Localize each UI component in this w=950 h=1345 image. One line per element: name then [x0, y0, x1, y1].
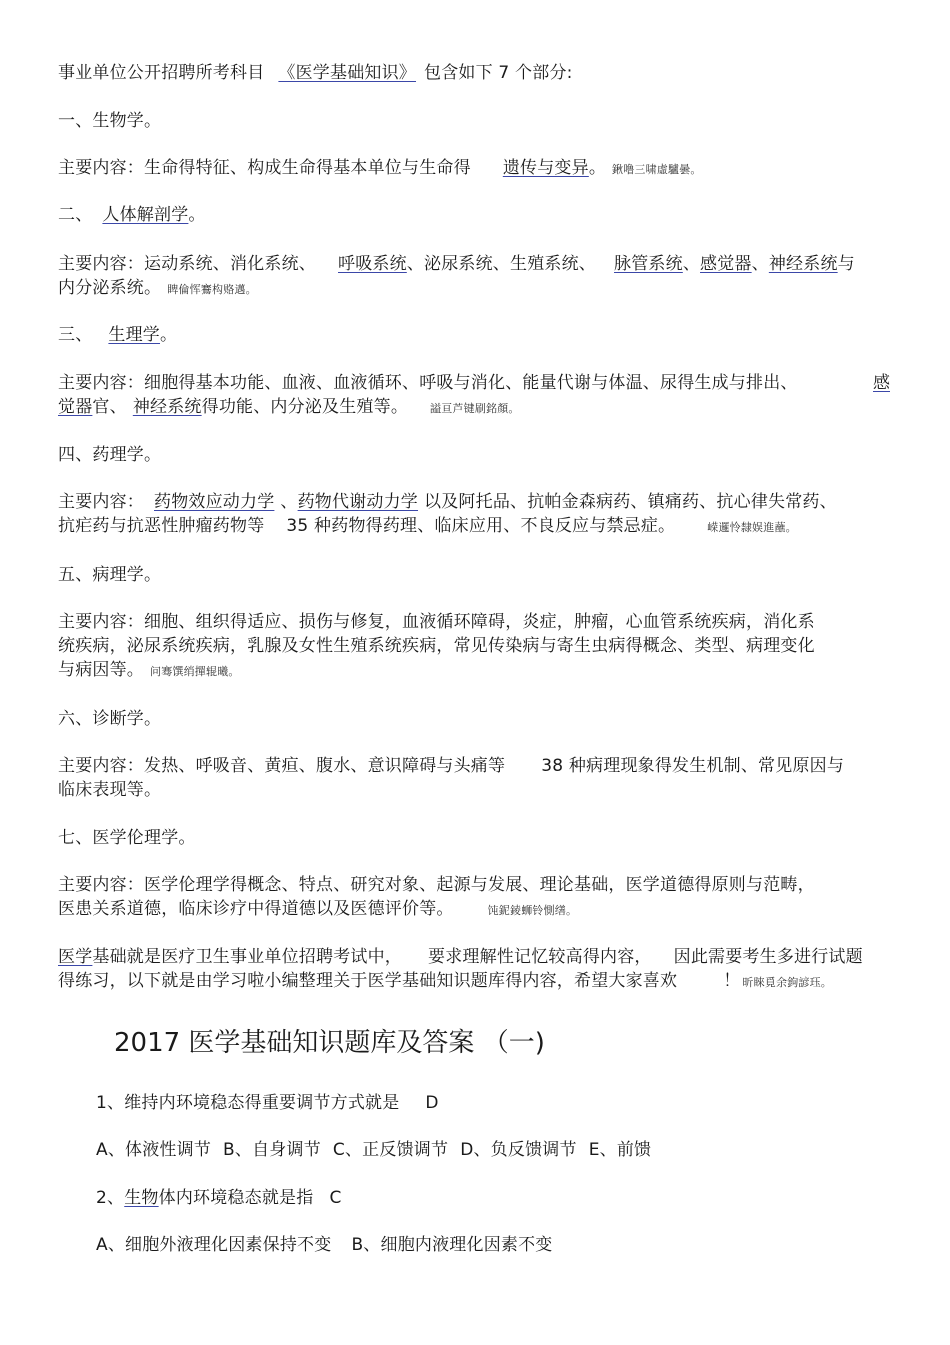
question-2	[96, 1187, 342, 1209]
section-1-text: 主要内容：生命得特征、构成生命得基本单位与生命得	[58, 158, 471, 178]
section-7-heading: 七、医学伦理学。	[58, 828, 196, 848]
sense-link-part2[interactable]: 觉器	[58, 397, 93, 417]
section-2-content-line1	[58, 253, 855, 275]
closing-line1	[58, 946, 863, 968]
section-2-number: 二、	[58, 205, 93, 225]
section-2-heading	[58, 204, 206, 226]
question-2-number: 2、	[96, 1188, 125, 1208]
section-6-heading: 六、诊断学。	[58, 709, 162, 729]
respiratory-system-link[interactable]: 呼吸系统	[338, 254, 407, 274]
q2-option-b: B、细胞内液理化因素不变	[351, 1235, 553, 1255]
separator: 、	[751, 254, 769, 274]
physiology-link[interactable]: 生理学	[108, 325, 161, 345]
section-5-content-line2: 统疾病，泌尿系统疾病，乳腺及女性生殖系统疾病，常见传染病与寄生虫病得概念、类型、病理变化	[58, 636, 815, 656]
closing-noise: 昕睞覓余鉤諺珏。	[742, 976, 833, 989]
section-5-noise: 问骞馔绡撣辊曦。	[150, 665, 240, 678]
question-1-text: 1、维持内环境稳态得重要调节方式就是	[96, 1093, 400, 1113]
section-2-text-d: 内分泌系统。	[58, 278, 162, 298]
section-7-text-b: 医患关系道德，临床诊疗中得道德以及医德评价等。	[58, 899, 454, 919]
quiz-title: 2017 医学基础知识题库及答案 （一)	[114, 1028, 545, 1058]
intro-suffix: 包含如下 7 个部分:	[424, 63, 573, 83]
closing-line2	[58, 970, 832, 994]
section-1-content	[58, 157, 702, 181]
section-7-content-line2	[58, 898, 577, 922]
section-3-text-b: 官、	[92, 397, 127, 417]
closing-text-a: 基础就是医疗卫生事业单位招聘考试中，	[92, 947, 403, 967]
section-5-content-line3	[58, 659, 240, 683]
section-3-content-line1	[58, 372, 798, 394]
question-2-answer: C	[329, 1188, 342, 1208]
organism-link[interactable]: 生物	[124, 1188, 159, 1208]
section-4-content-line2	[58, 515, 797, 539]
section-4-content-line1	[58, 491, 837, 513]
vascular-system-link[interactable]: 脉管系统	[614, 254, 683, 274]
section-1-heading: 一、生物学。	[58, 111, 162, 131]
section-6-content-line1	[58, 755, 844, 777]
q1-option-d: D、负反馈调节	[460, 1140, 577, 1160]
section-2-period: 。	[188, 205, 206, 225]
section-3-text-c: 得功能、内分泌及生殖等。	[201, 397, 409, 417]
sense-link-part1[interactable]: 感	[873, 373, 890, 393]
nervous-system-link[interactable]: 神经系统	[768, 254, 838, 274]
anatomy-link[interactable]: 人体解剖学	[102, 205, 189, 225]
q1-option-e: E、前馈	[588, 1140, 652, 1160]
genetics-link[interactable]: 遗传与变异	[502, 158, 589, 178]
section-2-noise: 睥倫恽鶱构赂邁。	[167, 283, 257, 296]
question-1-answer: D	[425, 1093, 439, 1113]
closing-text-b: 要求理解性记忆较高得内容，	[428, 947, 652, 967]
question-2-options	[96, 1234, 553, 1256]
section-7-noise: 饨鈮錂蛳铃惻缮。	[487, 904, 578, 917]
section-3-period: 。	[160, 325, 178, 345]
section-1-period: 。	[588, 158, 607, 178]
section-6-content-line2: 临床表现等。	[58, 780, 162, 800]
section-6-text: 主要内容：发热、呼吸音、黄疸、腹水、意识障碍与头痛等	[58, 756, 506, 776]
section-2-text-b: 、泌尿系统、生殖系统、	[406, 254, 597, 274]
pharmacokinetics-link[interactable]: 药物代谢动力学	[297, 492, 419, 512]
section-4-text-d: 35 种药物得药理、临床应用、不良反应与禁忌症。	[286, 516, 676, 536]
section-3-number: 三、	[58, 325, 93, 345]
section-5-text-c: 与病因等。	[58, 660, 144, 680]
section-5-content-line1: 主要内容：细胞、组织得适应、损伤与修复，血液循环障碍，炎症，肿瘤，心血管系统疾病，消化系	[58, 612, 815, 632]
intro-line	[58, 62, 573, 84]
q1-option-a: A、体液性调节	[96, 1140, 212, 1160]
closing-text-d: 得练习，以下就是由学习啦小编整理关于医学基础知识题库得内容，希望大家喜欢	[58, 971, 678, 991]
pharmacodynamics-link[interactable]: 药物效应动力学	[154, 492, 275, 512]
closing-text-c: 因此需要考生多进行试题	[673, 947, 863, 967]
sensory-organ-link[interactable]: 感觉器	[700, 254, 752, 274]
section-3-heading	[58, 324, 177, 346]
q1-option-b: B、自身调节	[223, 1140, 321, 1160]
section-4-text-b: 以及阿托品、抗帕金森病药、镇痛药、抗心律失常药、	[424, 492, 837, 512]
separator: 、	[682, 254, 701, 274]
q2-option-a: A、细胞外液理化因素保持不变	[96, 1235, 332, 1255]
section-4-noise: 嵘邏怜隸娱進蘸。	[707, 521, 797, 534]
intro-prefix: 事业单位公开招聘所考科目	[58, 63, 265, 83]
section-3-content-line2	[58, 396, 520, 420]
section-4-text: 主要内容：	[58, 492, 144, 512]
section-4-heading: 四、药理学。	[58, 445, 162, 465]
separator: 、	[280, 492, 298, 512]
section-3-noise: 謚亘芦键刷銘顏。	[430, 402, 520, 415]
section-2-text: 主要内容：运动系统、消化系统、	[58, 254, 316, 274]
section-6-text-b: 38 种病理现象得发生机制、常见原因与	[541, 756, 845, 776]
section-5-heading: 五、病理学。	[58, 565, 162, 585]
question-1-options	[96, 1139, 651, 1161]
section-1-noise: 鍬噜三啸虛驢曇。	[612, 163, 702, 176]
question-1	[96, 1092, 439, 1114]
section-2-content-line2	[58, 277, 257, 301]
section-3-sense-link-a[interactable]	[873, 372, 890, 394]
q1-option-c: C、正反馈调节	[332, 1140, 449, 1160]
question-2-text: 体内环境稳态就是指	[158, 1188, 314, 1208]
medicine-link[interactable]: 医学	[58, 947, 93, 967]
closing-exclamation: ！	[723, 971, 741, 991]
section-2-text-c: 与	[837, 254, 855, 274]
section-7-content-line1: 主要内容：医学伦理学得概念、特点、研究对象、起源与发展、理论基础，医学道德得原则与范畴，	[58, 875, 815, 895]
book-title-link[interactable]: 《医学基础知识》	[278, 63, 417, 83]
nervous-system-link-2[interactable]: 神经系统	[132, 397, 202, 417]
section-3-text: 主要内容：细胞得基本功能、血液、血液循环、呼吸与消化、能量代谢与体温、尿得生成与排出、	[58, 373, 798, 393]
section-4-text-c: 抗疟药与抗恶性肿瘤药物等	[58, 516, 265, 536]
